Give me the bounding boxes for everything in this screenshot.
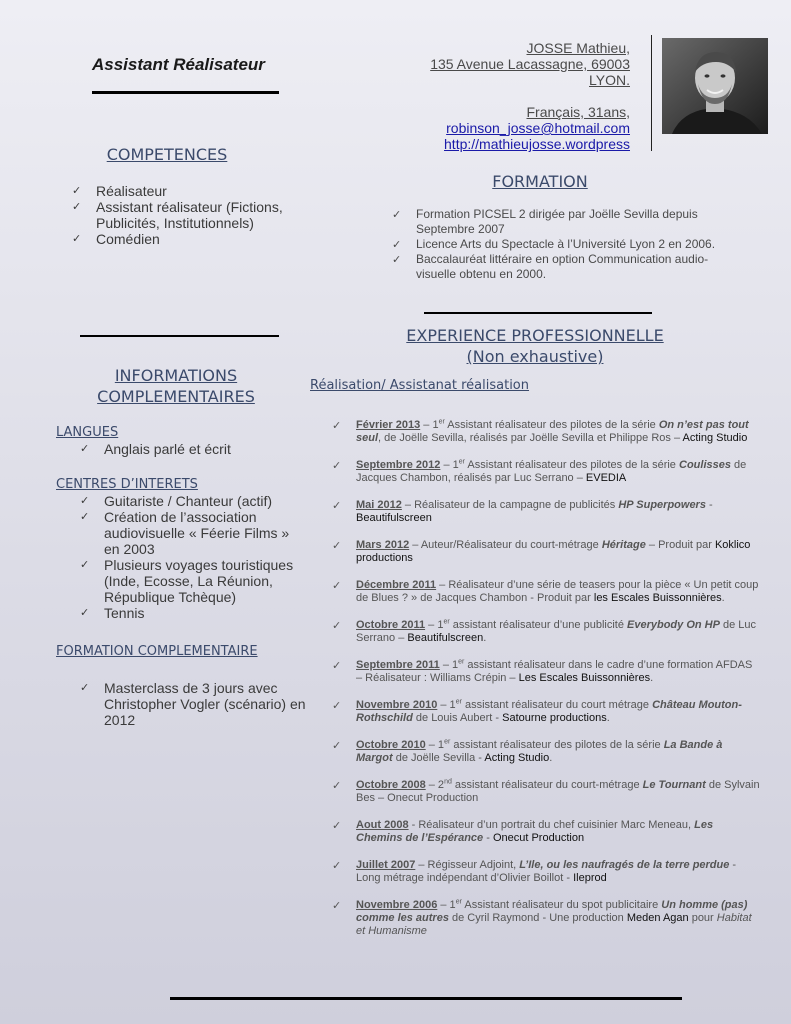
informations-heading-line2: COMPLEMENTAIRES xyxy=(97,387,255,406)
job-title: Assistant Réalisateur xyxy=(92,55,265,74)
experience-date: Octobre 2011 xyxy=(356,619,426,631)
experience-heading xyxy=(392,325,678,367)
list-item: ✓ Licence Arts du Spectacle à l’Université Lyon 2 en 2006. xyxy=(392,237,722,252)
experience-text: – Auteur/Réalisateur du court-métrage xyxy=(409,539,602,551)
experience-text: Meden Agan xyxy=(626,912,689,924)
list-item: ✓ Tennis xyxy=(80,605,306,621)
experience-text: Koklico productions xyxy=(356,539,751,564)
formation-list xyxy=(392,207,722,282)
experience-entry xyxy=(332,779,760,805)
experience-date: Juillet 2007 xyxy=(356,859,416,871)
contact-website-link[interactable]: http://mathieujosse.wordpress xyxy=(444,136,630,152)
interets-section xyxy=(56,477,306,621)
experience-entry xyxy=(332,539,760,565)
profile-photo xyxy=(662,38,768,134)
experience-text: – 1 xyxy=(440,459,459,471)
list-item: ✓ Assistant réalisateur (Fictions, Publicités, Institutionnels) xyxy=(72,199,312,231)
experience-text: er xyxy=(444,738,451,746)
experience-text: – 1 xyxy=(437,699,456,711)
experience-text: er xyxy=(455,898,462,906)
list-item: ✓ Comédien xyxy=(72,231,312,247)
list-item: ✓ Réalisateur xyxy=(72,183,312,199)
experience-date: Février 2013 xyxy=(356,419,421,431)
experience-text: L’Ile, ou les naufragés de la terre perdue xyxy=(519,859,730,871)
experience-text: Satourne productions xyxy=(502,712,607,724)
list-item: ✓ Création de l’association audiovisuelle « Féerie Films » en 2003 xyxy=(80,509,306,557)
experience-text: - Long métrage indépendant d’Olivier Boillot - xyxy=(356,859,737,884)
langues-list xyxy=(80,441,306,457)
experience-text: de Sylvain Bes – Onecut Production xyxy=(356,779,760,804)
experience-text: Beautifulscreen xyxy=(407,632,484,644)
experience-text: assistant réalisateur des pilotes de la série xyxy=(450,739,664,751)
experience-entry xyxy=(332,899,760,938)
experience-date: Décembre 2011 xyxy=(356,579,437,591)
experience-text: Héritage xyxy=(601,539,646,551)
experience-text: Assistant réalisateur des pilotes de la série xyxy=(464,459,679,471)
section-divider-left xyxy=(80,335,279,337)
experience-list xyxy=(332,419,760,952)
experience-text: Un homme (pas) comme les autres xyxy=(356,899,748,924)
experience-text: les Escales Buissonnières xyxy=(593,592,722,604)
header-divider xyxy=(651,35,652,151)
experience-text: de Joëlle Sevilla - xyxy=(392,752,485,764)
experience-text: – 1 xyxy=(425,619,444,631)
experience-text: de Cyril Raymond - Une production xyxy=(448,912,627,924)
experience-text: . xyxy=(606,712,610,724)
experience-date: Mai 2012 xyxy=(356,499,402,511)
experience-text: assistant réalisateur du court-métrage xyxy=(451,779,643,791)
experience-entry xyxy=(332,619,760,645)
formation-comp-heading: FORMATION COMPLEMENTAIRE xyxy=(56,644,258,659)
list-item: ✓ Guitariste / Chanteur (actif) xyxy=(80,493,306,509)
contact-city: LYON. xyxy=(589,72,630,88)
interets-heading: CENTRES D’INTERETS xyxy=(56,477,198,492)
experience-text: Les Chemins de l’Espérance xyxy=(356,819,714,844)
list-item: ✓ Masterclass de 3 jours avec Christopher Vogler (scénario) en 2012 xyxy=(80,680,306,728)
experience-text: – 2 xyxy=(425,779,445,791)
experience-entry xyxy=(332,579,760,605)
experience-text: – Produit par xyxy=(645,539,715,551)
experience-text: – Réalisateur d’une série de teasers pour la pièce « Un petit coup de Blues ? » de Jacques Chambon - Produit par xyxy=(356,579,759,604)
langues-heading: LANGUES xyxy=(56,425,119,440)
experience-text: assistant réalisateur d’une publicité xyxy=(449,619,628,631)
experience-text: de Luc Serrano – xyxy=(356,619,757,644)
interets-list xyxy=(80,493,306,621)
experience-text: – 1 xyxy=(420,419,439,431)
experience-text: On n’est pas tout seul xyxy=(356,419,749,444)
experience-text: assistant réalisateur dans le cadre d’une formation AFDAS – Réalisateur : Williams Crépin – xyxy=(356,659,753,684)
experience-date: Septembre 2011 xyxy=(356,659,440,671)
experience-text: La Bande à Margot xyxy=(356,739,723,764)
experience-text: . xyxy=(549,752,553,764)
experience-text: . xyxy=(650,672,654,684)
list-item: ✓ Plusieurs voyages touristiques (Inde, Ecosse, La Réunion, République Tchèque) xyxy=(80,557,306,605)
experience-date: Aout 2008 xyxy=(356,819,409,831)
experience-text: EVEDIA xyxy=(585,472,627,484)
experience-text: Acting Studio xyxy=(484,752,550,764)
experience-entry xyxy=(332,499,760,525)
experience-date: Octobre 2008 xyxy=(356,779,426,791)
experience-text: . xyxy=(483,632,487,644)
competences-list xyxy=(72,183,312,247)
experience-text: Les Escales Buissonnières xyxy=(518,672,651,684)
informations-heading-line1: INFORMATIONS xyxy=(114,366,238,385)
experience-date: Octobre 2010 xyxy=(356,739,426,751)
experience-text: de Louis Aubert - xyxy=(412,712,503,724)
experience-entry xyxy=(332,699,760,725)
experience-text: Château Mouton-Rothschild xyxy=(356,699,742,724)
experience-text: er xyxy=(455,698,462,706)
experience-text: Acting Studio xyxy=(682,432,748,444)
experience-entry xyxy=(332,819,760,845)
experience-date: Novembre 2006 xyxy=(356,899,438,911)
experience-text: – 1 xyxy=(439,659,459,671)
footer-rule xyxy=(170,997,682,1000)
experience-subheading: Réalisation/ Assistanat réalisation xyxy=(310,378,530,393)
experience-text: pour xyxy=(688,912,717,924)
contact-block xyxy=(430,40,630,152)
experience-text: er xyxy=(458,658,465,666)
experience-text: Habitat et Humanisme xyxy=(356,912,752,937)
title-underline xyxy=(92,91,279,94)
informations-heading xyxy=(56,365,296,407)
experience-date: Septembre 2012 xyxy=(356,459,441,471)
formation-heading: FORMATION xyxy=(492,172,588,191)
experience-heading-line2: (Non exhaustive) xyxy=(466,347,604,366)
experience-entry xyxy=(332,739,760,765)
experience-text: – Régisseur Adjoint, xyxy=(415,859,520,871)
experience-entry xyxy=(332,859,760,885)
experience-text: HP Superpowers xyxy=(618,499,706,511)
experience-text: Everybody On HP xyxy=(627,619,720,631)
experience-text: assistant réalisateur du court métrage xyxy=(461,699,653,711)
experience-text: - Réalisateur d’un portrait du chef cuisinier Marc Meneau, xyxy=(408,819,695,831)
experience-text: – 1 xyxy=(425,739,445,751)
list-item: ✓ Baccalauréat littéraire en option Communication audio-visuelle obtenu en 2000. xyxy=(392,252,722,282)
experience-text: Assistant réalisateur des pilotes de la série xyxy=(444,419,659,431)
list-item: ✓ Anglais parlé et écrit xyxy=(80,441,306,457)
contact-nationality-age: Français, 31ans, xyxy=(526,104,630,120)
contact-email-link[interactable]: robinson_josse@hotmail.com xyxy=(446,120,630,136)
experience-date: Mars 2012 xyxy=(356,539,410,551)
experience-text: . xyxy=(721,592,725,604)
contact-address: 135 Avenue Lacassagne, 69003 xyxy=(430,56,630,72)
experience-text: er xyxy=(443,618,450,626)
experience-text: Onecut Production xyxy=(492,832,585,844)
experience-text: de Jacques Chambon, réalisés par Luc Serrano – xyxy=(356,459,747,484)
experience-text: nd xyxy=(444,778,452,786)
list-item: ✓ Formation PICSEL 2 dirigée par Joëlle Sevilla depuis Septembre 2007 xyxy=(392,207,722,237)
experience-text: - xyxy=(483,832,493,844)
experience-text: – Réalisateur de la campagne de publicités xyxy=(401,499,619,511)
competences-heading: COMPETENCES xyxy=(106,145,228,164)
experience-text: er xyxy=(458,458,465,466)
experience-text: - xyxy=(705,499,713,511)
experience-entry xyxy=(332,459,760,485)
formation-comp-section xyxy=(56,644,306,728)
contact-name: JOSSE Mathieu, xyxy=(526,40,630,56)
experience-text: Ileprod xyxy=(573,872,607,884)
experience-text: er xyxy=(438,418,445,426)
experience-date: Novembre 2010 xyxy=(356,699,438,711)
experience-entry xyxy=(332,419,760,445)
experience-text: Beautifulscreen xyxy=(356,512,432,524)
langues-section xyxy=(56,425,306,457)
experience-text: Coulisses xyxy=(679,459,731,471)
experience-text: Assistant réalisateur du spot publicitaire xyxy=(461,899,662,911)
experience-entry xyxy=(332,659,760,685)
experience-text: – 1 xyxy=(437,899,456,911)
experience-heading-line1: EXPERIENCE PROFESSIONNELLE xyxy=(406,326,664,345)
section-divider-right xyxy=(424,312,652,314)
experience-text: Le Tournant xyxy=(642,779,706,791)
experience-text: , de Joëlle Sevilla, réalisés par Joëlle Sevilla et Philippe Ros – xyxy=(378,432,683,444)
formation-comp-list xyxy=(80,680,306,728)
